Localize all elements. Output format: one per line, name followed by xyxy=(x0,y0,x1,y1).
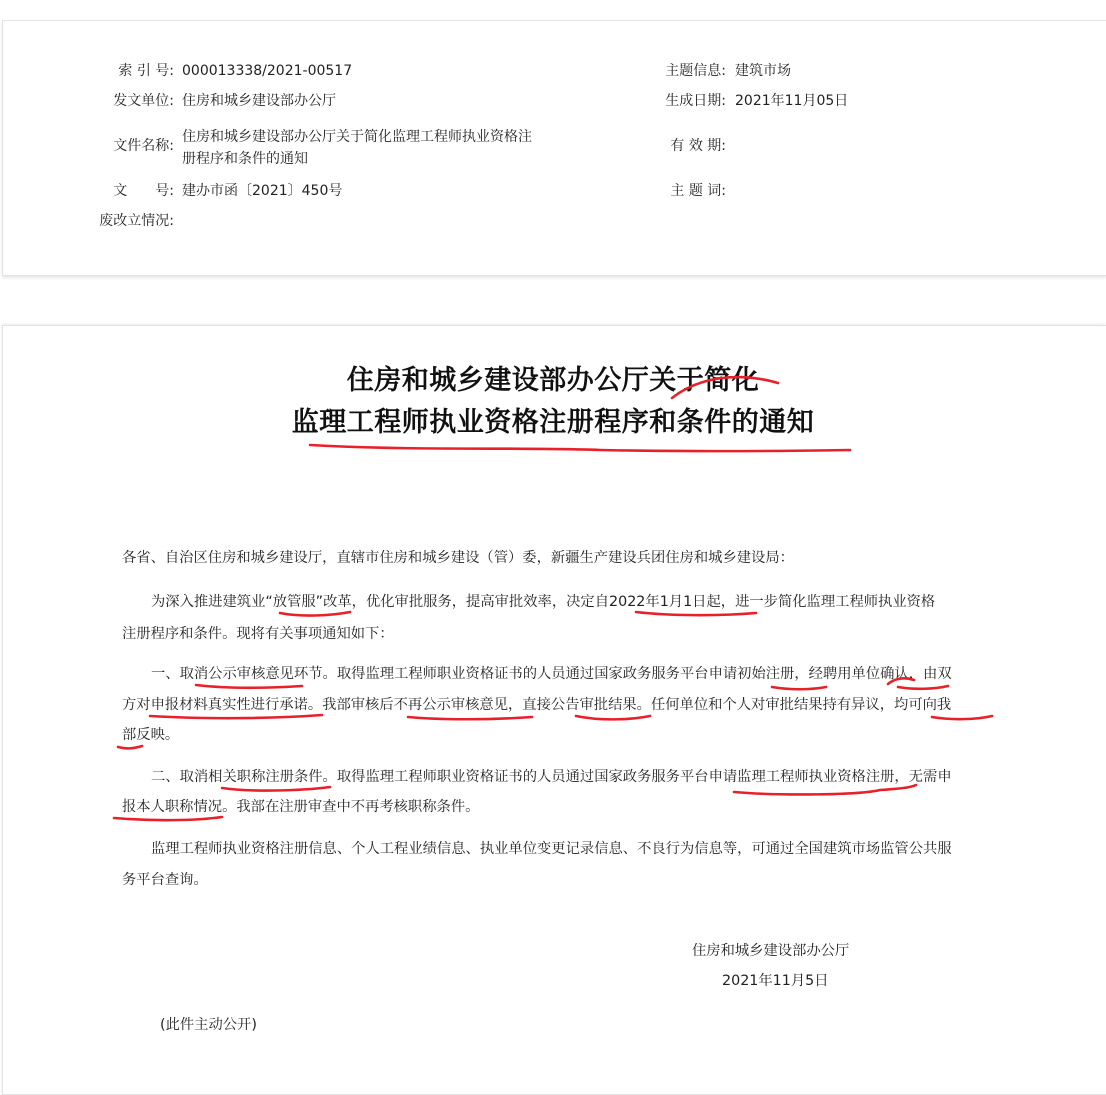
date-value: 2021年11月05日 xyxy=(735,93,849,109)
paragraph-1-line1: 为深入推进建筑业“放管服”改革，优化审批服务，提高审批效率，决定自2022年1月1日起，进一步简化监理工程师执业资格 xyxy=(151,594,936,610)
paragraph-4-line1: 监理工程师执业资格注册信息、个人工程业绩信息、执业单位变更记录信息、不良行为信息等，可通过全国建筑市场监管公共服 xyxy=(151,841,952,857)
document-title-line2: 监理工程师执业资格注册程序和条件的通知 xyxy=(291,407,815,438)
index-label: 索 引 号: xyxy=(118,63,174,79)
filename-value-line2: 册程序和条件的通知 xyxy=(182,151,308,167)
topic-value: 建筑市场 xyxy=(735,63,791,79)
signature-org: 住房和城乡建设部办公厅 xyxy=(692,943,850,959)
date-label: 生成日期: xyxy=(665,93,726,109)
paragraph-3-line2: 报本人职称情况。我部在注册审查中不再考核职称条件。 xyxy=(122,799,480,815)
status-label: 废改立情况: xyxy=(99,213,174,229)
paragraph-1-line2: 注册程序和条件。现将有关事项通知如下： xyxy=(122,626,394,642)
docno-value: 建办市函〔2021〕450号 xyxy=(182,183,343,199)
document-title-line1: 住房和城乡建设部办公厅关于简化 xyxy=(346,365,760,396)
paragraph-2-line2: 方对申报材料真实性进行承诺。我部审核后不再公示审核意见，直接公告审批结果。任何单位和个人对审批结果持有异议，均可向我 xyxy=(122,697,952,713)
filename-label: 文件名称: xyxy=(113,138,174,154)
issuer-label: 发文单位: xyxy=(113,93,174,109)
signature-date: 2021年11月5日 xyxy=(722,973,829,989)
paragraph-2-line3: 部反映。 xyxy=(122,727,180,743)
paragraph-3-line1: 二、取消相关职称注册条件。取得监理工程师职业资格证书的人员通过国家政务服务平台申请监理工程师执业资格注册，无需申 xyxy=(151,769,952,785)
paragraph-2-line1: 一、取消公示审核意见环节。取得监理工程师职业资格证书的人员通过国家政务服务平台申请初始注册，经聘用单位确认，由双 xyxy=(151,666,952,682)
salutation: 各省、自治区住房和城乡建设厅，直辖市住房和城乡建设（管）委，新疆生产建设兵团住房和城乡建设局： xyxy=(122,550,794,566)
validity-label: 有 效 期: xyxy=(670,138,726,154)
topic-label: 主题信息: xyxy=(665,63,726,79)
issuer-value: 住房和城乡建设部办公厅 xyxy=(182,93,336,109)
filename-value-line1: 住房和城乡建设部办公厅关于简化监理工程师执业资格注 xyxy=(182,129,532,145)
disclosure-note: (此件主动公开) xyxy=(160,1017,257,1033)
docno-label: 文 号: xyxy=(113,183,174,199)
paragraph-4-line2: 务平台查询。 xyxy=(122,872,208,888)
filename-value xyxy=(182,122,532,166)
index-value: 000013338/2021-00517 xyxy=(182,63,353,79)
keywords-label: 主 题 词: xyxy=(670,183,726,199)
